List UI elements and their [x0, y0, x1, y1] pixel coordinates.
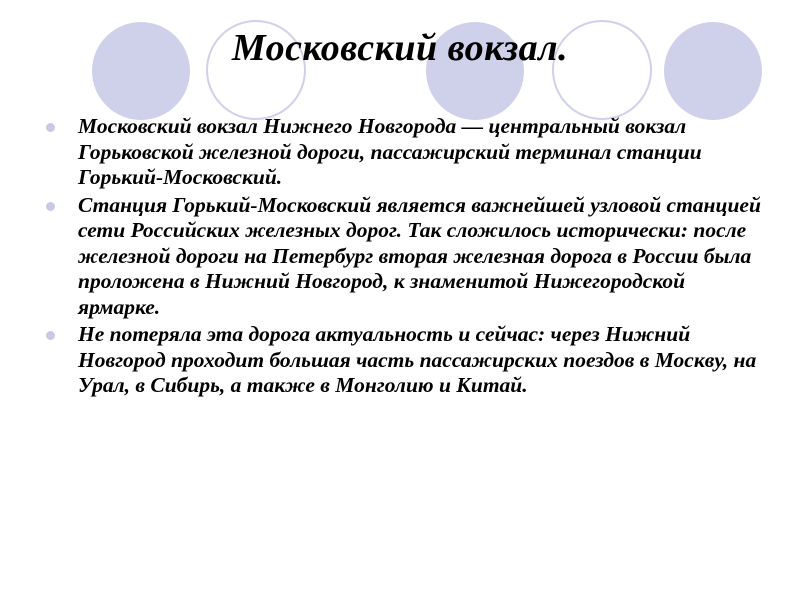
bullet-dot-icon — [46, 123, 55, 132]
bullet-text: Не потеряла эта дорога актуальность и сейчас: через Нижний Новгород проходит большая часть пассажирских поездов в Москву, на Урал, в Сибирь, а также в Монголию и Китай. — [78, 322, 757, 397]
bullet-text: Московский вокзал Нижнего Новгорода — центральный вокзал Горьковской железной дороги, пассажирский терминал станции Горький-Московский. — [78, 114, 702, 189]
bullet-item — [46, 322, 766, 399]
bullet-item — [46, 193, 766, 321]
slide-title: Московский вокзал. — [231, 27, 569, 69]
bullet-dot-icon — [46, 331, 55, 340]
bullet-dot-icon — [46, 202, 55, 211]
bullet-list — [46, 114, 766, 401]
bullet-text: Станция Горький-Московский является важнейшей узловой станцией сети Российских железных дорог. Так сложилось исторически: после железной дороги на Петербург вторая железная дорога в России была проложена в Нижний Новгород, к знаменитой Нижегородской ярмарке. — [78, 192, 761, 319]
bullet-item — [46, 114, 766, 191]
